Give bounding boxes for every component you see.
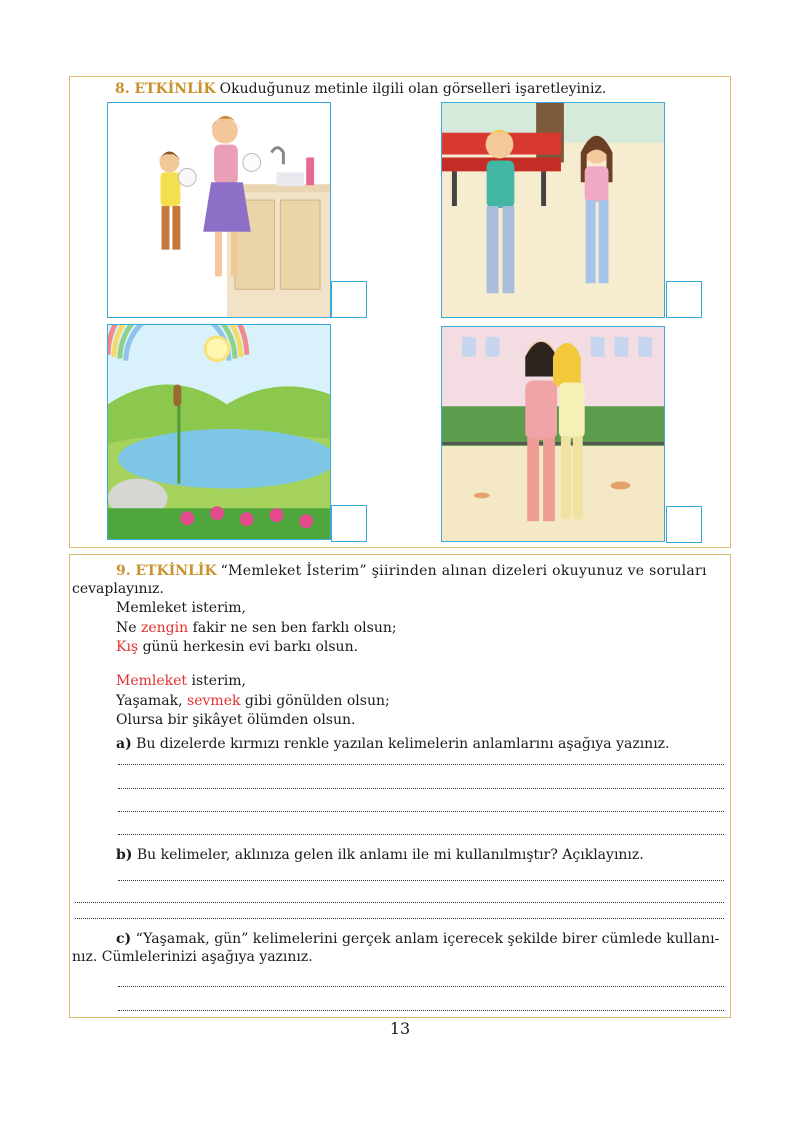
question-c-text-1: “Yaşamak, gün” kelimelerini gerçek anlam içerecek şekilde birer cümlede kullanı-	[135, 931, 720, 947]
picture-kitchen	[107, 102, 331, 318]
hug-illustration	[442, 327, 664, 541]
checkbox-kitchen[interactable]	[331, 281, 367, 318]
question-a-label: a)	[116, 736, 132, 752]
poem-line-5	[116, 692, 390, 710]
answer-line-a3[interactable]	[118, 811, 724, 812]
page-number: 13	[389, 1019, 411, 1038]
poem-line-3	[116, 638, 358, 656]
answer-line-b3[interactable]	[75, 918, 724, 919]
activity-8-label: 8. ETKİNLİK	[115, 81, 216, 97]
poem-text: gibi gönülden olsun;	[240, 693, 390, 709]
answer-line-c1[interactable]	[118, 986, 724, 987]
picture-landscape	[107, 324, 331, 540]
highlight-word-memleket: Memleket	[116, 673, 188, 689]
activity-9-label: 9. ETKİNLİK	[116, 563, 217, 579]
answer-line-a4[interactable]	[118, 834, 724, 835]
park-illustration	[442, 103, 664, 317]
activity-8-instruction: Okuduğunuz metinle ilgili olan görselleri işaretleyiniz.	[219, 81, 607, 97]
checkbox-hug[interactable]	[666, 506, 702, 543]
activity-8-heading	[115, 80, 606, 98]
poem-text: fakir ne sen ben farklı olsun;	[188, 620, 397, 636]
question-b	[116, 846, 644, 864]
landscape-illustration	[108, 325, 330, 539]
poem-text: Yaşamak,	[116, 693, 188, 709]
answer-line-a2[interactable]	[118, 788, 724, 789]
highlight-word-kis: Kış	[116, 639, 139, 655]
question-b-label: b)	[116, 847, 133, 863]
question-c-label: c)	[116, 931, 132, 947]
picture-hug	[441, 326, 665, 542]
kitchen-illustration	[108, 103, 330, 317]
question-a-text: Bu dizelerde kırmızı renkle yazılan kelimelerin anlamlarını aşağıya yazınız.	[136, 736, 670, 752]
highlight-word-sevmek: sevmek	[187, 693, 241, 709]
poem-text: isterim,	[187, 673, 246, 689]
question-b-text: Bu kelimeler, aklınıza gelen ilk anlamı ile mi kullanılmıştır? Açıklayınız.	[136, 847, 644, 863]
activity-9-heading-line1	[116, 562, 707, 580]
poem-text: Ne	[116, 620, 141, 636]
checkbox-landscape[interactable]	[331, 505, 367, 542]
answer-line-b2[interactable]	[75, 902, 724, 903]
poem-line-4	[116, 672, 246, 690]
checkbox-park[interactable]	[666, 281, 702, 318]
poem-line-1: Memleket isterim,	[116, 600, 246, 616]
question-a	[116, 735, 670, 753]
answer-line-b1[interactable]	[118, 880, 724, 881]
poem-line-6: Olursa bir şikâyet ölümden olsun.	[116, 712, 356, 728]
picture-park	[441, 102, 665, 318]
activity-9-instruction-1: “Memleket İsterim” şiirinden alınan dizeleri okuyunuz ve soruları	[220, 563, 707, 579]
answer-line-c2[interactable]	[118, 1010, 724, 1011]
poem-text: günü herkesin evi barkı olsun.	[138, 639, 359, 655]
question-c-text-2: nız. Cümlelerinizi aşağıya yazınız.	[72, 949, 313, 965]
answer-line-a1[interactable]	[118, 764, 724, 765]
question-c-line1	[116, 930, 719, 948]
activity-9-instruction-2: cevaplayınız.	[72, 581, 164, 597]
poem-line-2	[116, 619, 397, 637]
highlight-word-zengin: zengin	[141, 620, 189, 636]
